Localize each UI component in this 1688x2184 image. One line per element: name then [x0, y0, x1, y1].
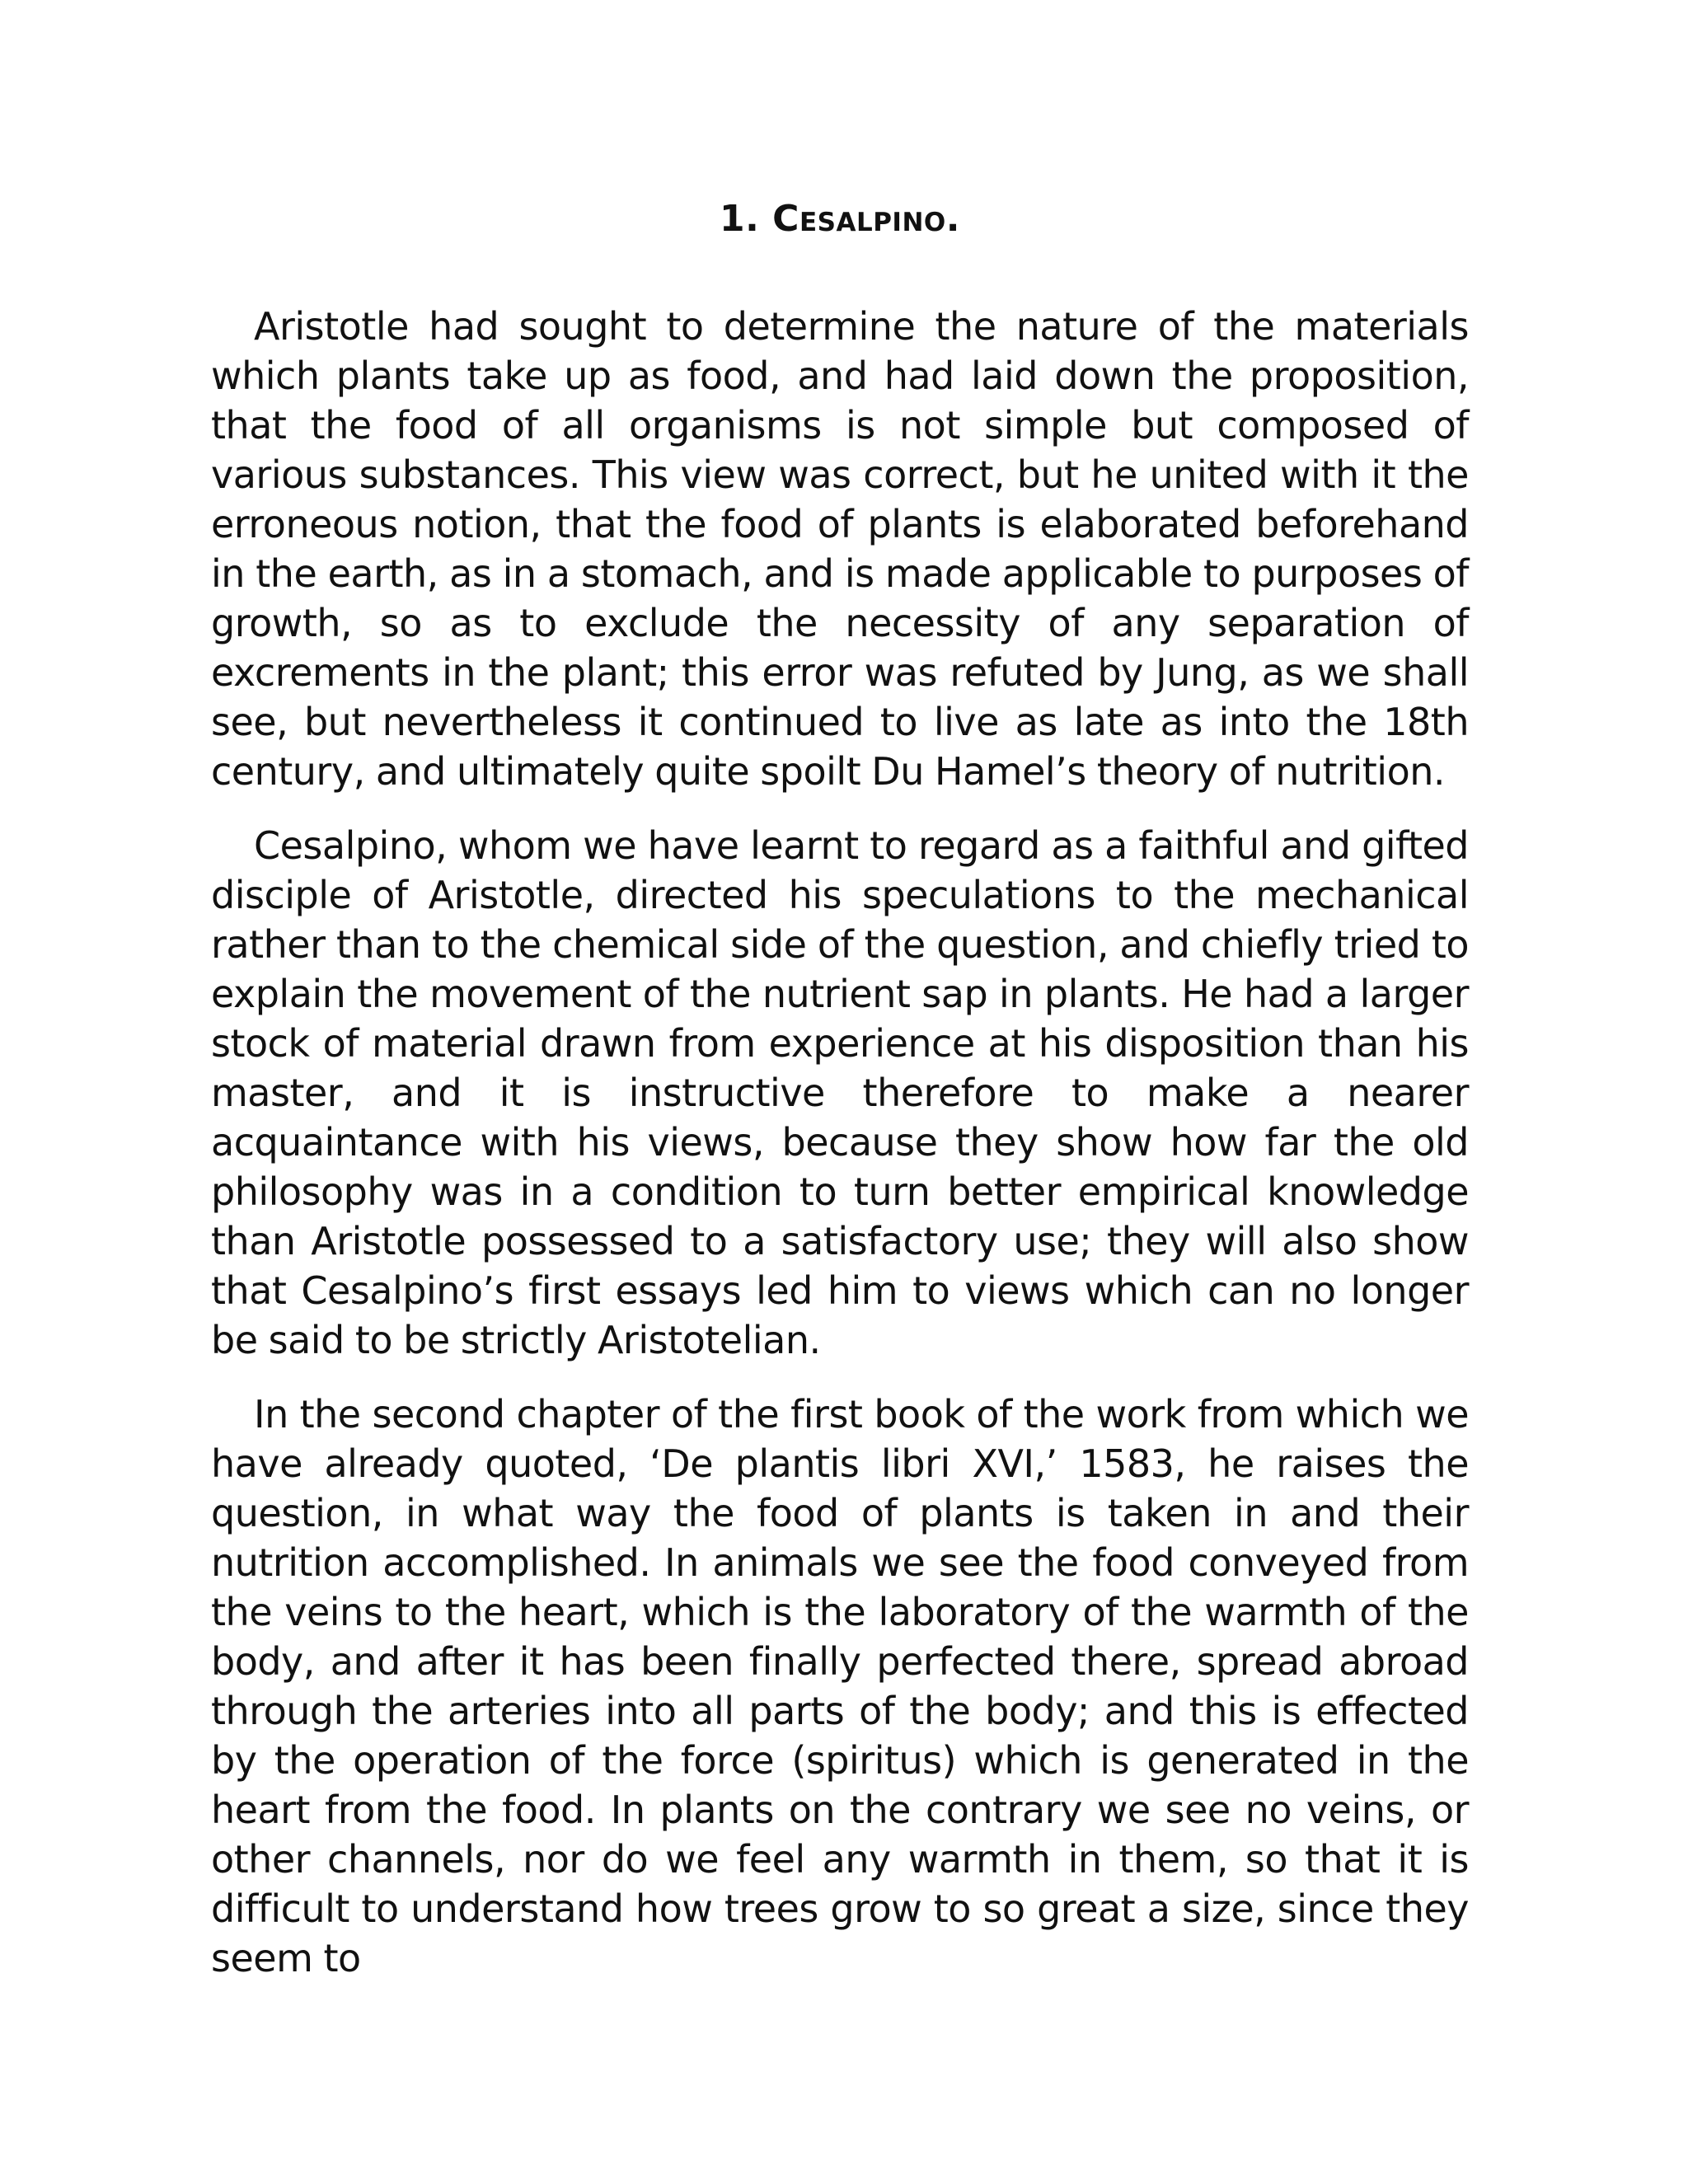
body-paragraph-3: In the second chapter of the first book of the work from which we have already quoted, ‘De plantis libri XVI,’ 1583, he raises the question, in what way the food of plants is taken in and their nutrition accomplished. In animals we see the food conveyed from the veins to the heart, which is the laboratory of the warmth of the body, and after it has been finally perfected there, spread abroad through the arteries into all parts of the body; and this is effected by the operation of the force (spiritus) which is generated in the heart from the food. In plants on the contrary we see no veins, or other channels, nor do we feel any warmth in them, so that it is difficult to understand how trees grow to so great a size, since they seem to: [211, 1392, 1469, 1980]
document-page: [211, 194, 1469, 1983]
section-title: 1. Cesalpino.: [720, 198, 960, 240]
body-paragraph-1: Aristotle had sought to determine the nature of the materials which plants take up as food, and had laid down the proposition, that the food of all organisms is not simple but composed of various substances. This view was correct, but he united with it the erroneous notion, that the food of plants is elaborated beforehand in the earth, as in a stomach, and is made applicable to purposes of growth, so as to exclude the necessity of any separation of excrements in the plant; this error was refuted by Jung, as we shall see, but nevertheless it continued to live as late as into the 18th century, and ultimately quite spoilt Du Hamel’s theory of nutrition.: [211, 304, 1469, 794]
body-paragraph-2: Cesalpino, whom we have learnt to regard as a faithful and gifted disciple of Aristotle, directed his speculations to the mechanical rather than to the chemical side of the question, and chiefly tried to explain the movement of the nutrient sap in plants. He had a larger stock of material drawn from experience at his disposition than his master, and it is instructive therefore to make a nearer acquaintance with his views, because they show how far the old philosophy was in a condition to turn better empirical knowledge than Aristotle possessed to a satisfactory use; they will also show that Cesalpino’s first essays led him to views which can no longer be said to be strictly Aristotelian.: [211, 823, 1469, 1362]
